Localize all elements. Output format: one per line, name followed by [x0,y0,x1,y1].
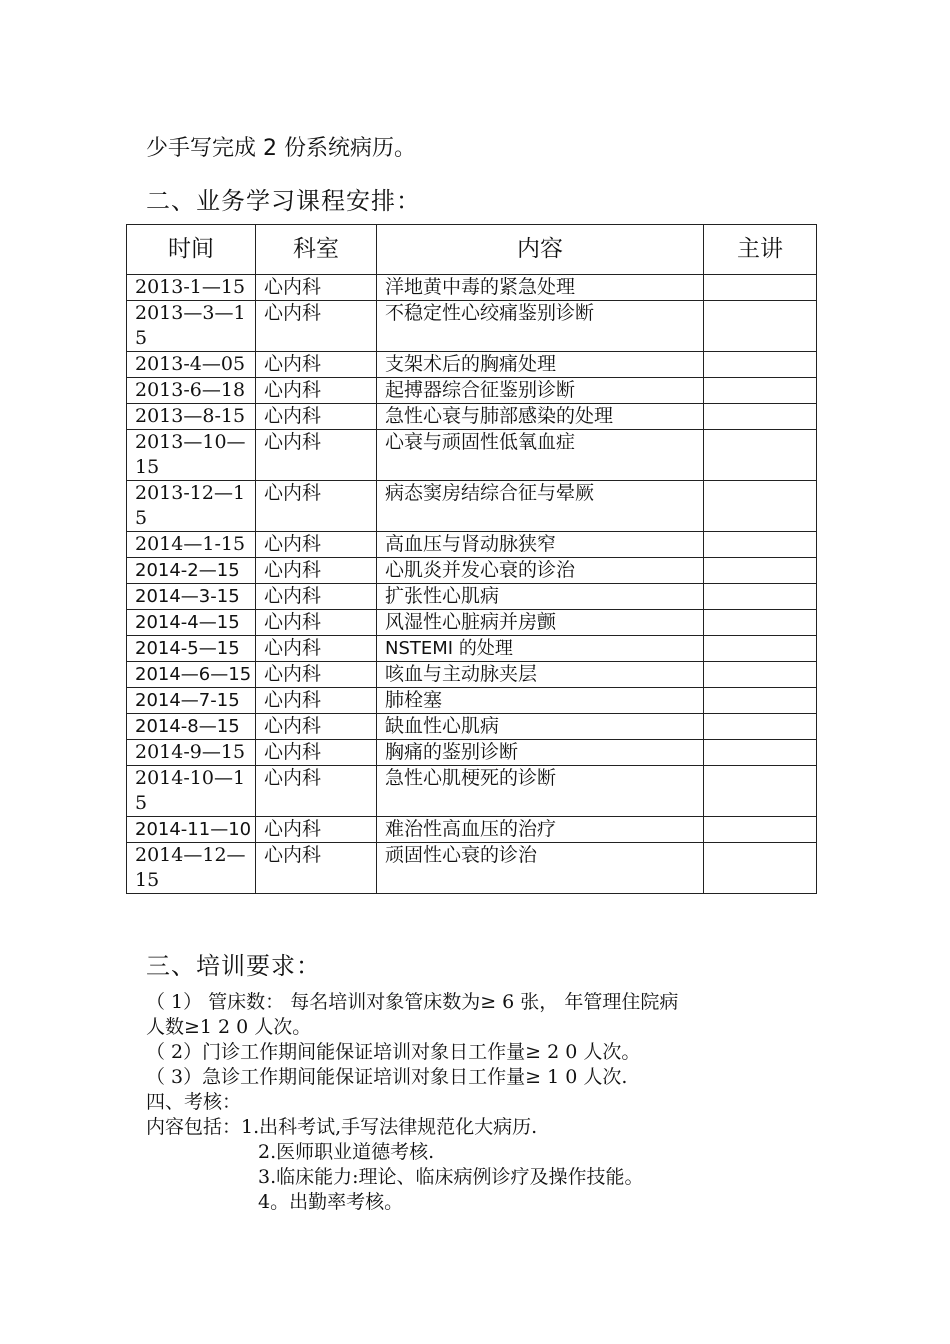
cell-dept: 心内科 [256,610,377,636]
table-row [127,766,817,817]
cell-dept: 心内科 [256,352,377,378]
assessment-item-2: 2.医师职业道德考核. [258,1141,435,1163]
cell-dept: 心内科 [256,584,377,610]
header-speaker: 主讲 [704,225,817,275]
table-row [127,584,817,610]
cell-date: 2014—7-15 [127,688,256,714]
cell-date: 2013-4—05 [127,352,256,378]
cell-date: 2014—12—15 [127,843,256,894]
cell-date: 2014—6—15 [127,662,256,688]
cell-speaker [704,378,817,404]
cell-topic: 顽固性心衰的诊治 [377,843,704,894]
cell-date: 2013-6—18 [127,378,256,404]
table-row [127,352,817,378]
cell-topic: 扩张性心肌病 [377,584,704,610]
section-3-heading: 三、培训要求： [146,952,321,980]
cell-date: 2013-1—15 [127,275,256,301]
cell-topic: 难治性高血压的治疗 [377,817,704,843]
table-row [127,301,817,352]
cell-date: 2014-4—15 [127,610,256,636]
requirement-2: （ 2）门诊工作期间能保证培训对象日工作量≥ 2 0 人次。 [146,1041,641,1063]
cell-dept: 心内科 [256,275,377,301]
table-row [127,404,817,430]
cell-dept: 心内科 [256,688,377,714]
table-row [127,275,817,301]
cell-dept: 心内科 [256,740,377,766]
cell-topic: 胸痛的鉴别诊断 [377,740,704,766]
cell-speaker [704,584,817,610]
table-row [127,481,817,532]
cell-speaker [704,275,817,301]
cell-date: 2014-5—15 [127,636,256,662]
cell-topic: 急性心肌梗死的诊断 [377,766,704,817]
cell-speaker [704,430,817,481]
cell-dept: 心内科 [256,532,377,558]
cell-topic: 急性心衰与肺部感染的处理 [377,404,704,430]
cell-date: 2014-11—10 [127,817,256,843]
table-row [127,662,817,688]
table-row [127,636,817,662]
cell-topic: NSTEMI 的处理 [377,636,704,662]
table-row [127,610,817,636]
cell-date: 2013—3—15 [127,301,256,352]
assessment-item-3: 3.临床能力:理论、临床病例诊疗及操作技能。 [258,1166,644,1188]
table-row [127,558,817,584]
cell-topic: 风湿性心脏病并房颤 [377,610,704,636]
cell-dept: 心内科 [256,430,377,481]
cell-topic: 起搏器综合征鉴别诊断 [377,378,704,404]
cell-topic: 心衰与顽固性低氧血症 [377,430,704,481]
cell-speaker [704,636,817,662]
cell-date: 2014—3-15 [127,584,256,610]
header-dept: 科室 [256,225,377,275]
cell-dept: 心内科 [256,404,377,430]
cell-topic: 支架术后的胸痛处理 [377,352,704,378]
table-row [127,688,817,714]
cell-speaker [704,610,817,636]
cell-speaker [704,301,817,352]
cell-speaker [704,532,817,558]
cell-speaker [704,688,817,714]
cell-date: 2013—10—15 [127,430,256,481]
cell-date: 2014-8—15 [127,714,256,740]
cell-speaker [704,740,817,766]
cell-dept: 心内科 [256,662,377,688]
cell-topic: 高血压与肾动脉狭窄 [377,532,704,558]
cell-dept: 心内科 [256,636,377,662]
cell-speaker [704,714,817,740]
schedule-table [126,224,817,894]
table-row [127,817,817,843]
cell-dept: 心内科 [256,843,377,894]
header-time: 时间 [127,225,256,275]
cell-speaker [704,843,817,894]
cell-topic: 洋地黄中毒的紧急处理 [377,275,704,301]
header-content: 内容 [377,225,704,275]
cell-topic: 咳血与主动脉夹层 [377,662,704,688]
assessment-item-1: 内容包括：1.出科考试,手写法律规范化大病历. [146,1116,538,1138]
table-row [127,714,817,740]
cell-dept: 心内科 [256,766,377,817]
cell-dept: 心内科 [256,558,377,584]
cell-dept: 心内科 [256,378,377,404]
table-row [127,843,817,894]
assessment-item-4: 4。出勤率考核。 [258,1191,404,1213]
cell-topic: 心肌炎并发心衰的诊治 [377,558,704,584]
table-header-row [127,225,817,275]
cell-dept: 心内科 [256,301,377,352]
cell-speaker [704,558,817,584]
cell-topic: 肺栓塞 [377,688,704,714]
cell-speaker [704,481,817,532]
cell-topic: 缺血性心肌病 [377,714,704,740]
cell-date: 2013—8-15 [127,404,256,430]
cell-speaker [704,352,817,378]
cell-speaker [704,766,817,817]
section-2-heading: 二、业务学习课程安排： [146,187,421,215]
table-row [127,378,817,404]
requirement-1-line-1: （ 1） 管床数： 每名培训对象管床数为≥ 6 张， 年管理住院病 [146,991,679,1013]
section-4-heading: 四、考核： [146,1091,242,1113]
cell-date: 2014-2—15 [127,558,256,584]
table-row [127,430,817,481]
cell-date: 2014-10—15 [127,766,256,817]
table-row [127,532,817,558]
cell-dept: 心内科 [256,817,377,843]
cell-speaker [704,662,817,688]
cell-date: 2014-9—15 [127,740,256,766]
requirement-3: （ 3）急诊工作期间能保证培训对象日工作量≥ 1 0 人次. [146,1066,628,1088]
cell-dept: 心内科 [256,481,377,532]
cell-speaker [704,817,817,843]
intro-line: 少手写完成 2 份系统病历。 [146,136,416,161]
cell-topic: 不稳定性心绞痛鉴别诊断 [377,301,704,352]
cell-date: 2014—1-15 [127,532,256,558]
cell-topic: 病态窦房结综合征与晕厥 [377,481,704,532]
table-row [127,740,817,766]
cell-date: 2013-12—15 [127,481,256,532]
requirement-1-line-2: 人数≥1 2 0 人次。 [146,1016,312,1038]
cell-dept: 心内科 [256,714,377,740]
cell-speaker [704,404,817,430]
